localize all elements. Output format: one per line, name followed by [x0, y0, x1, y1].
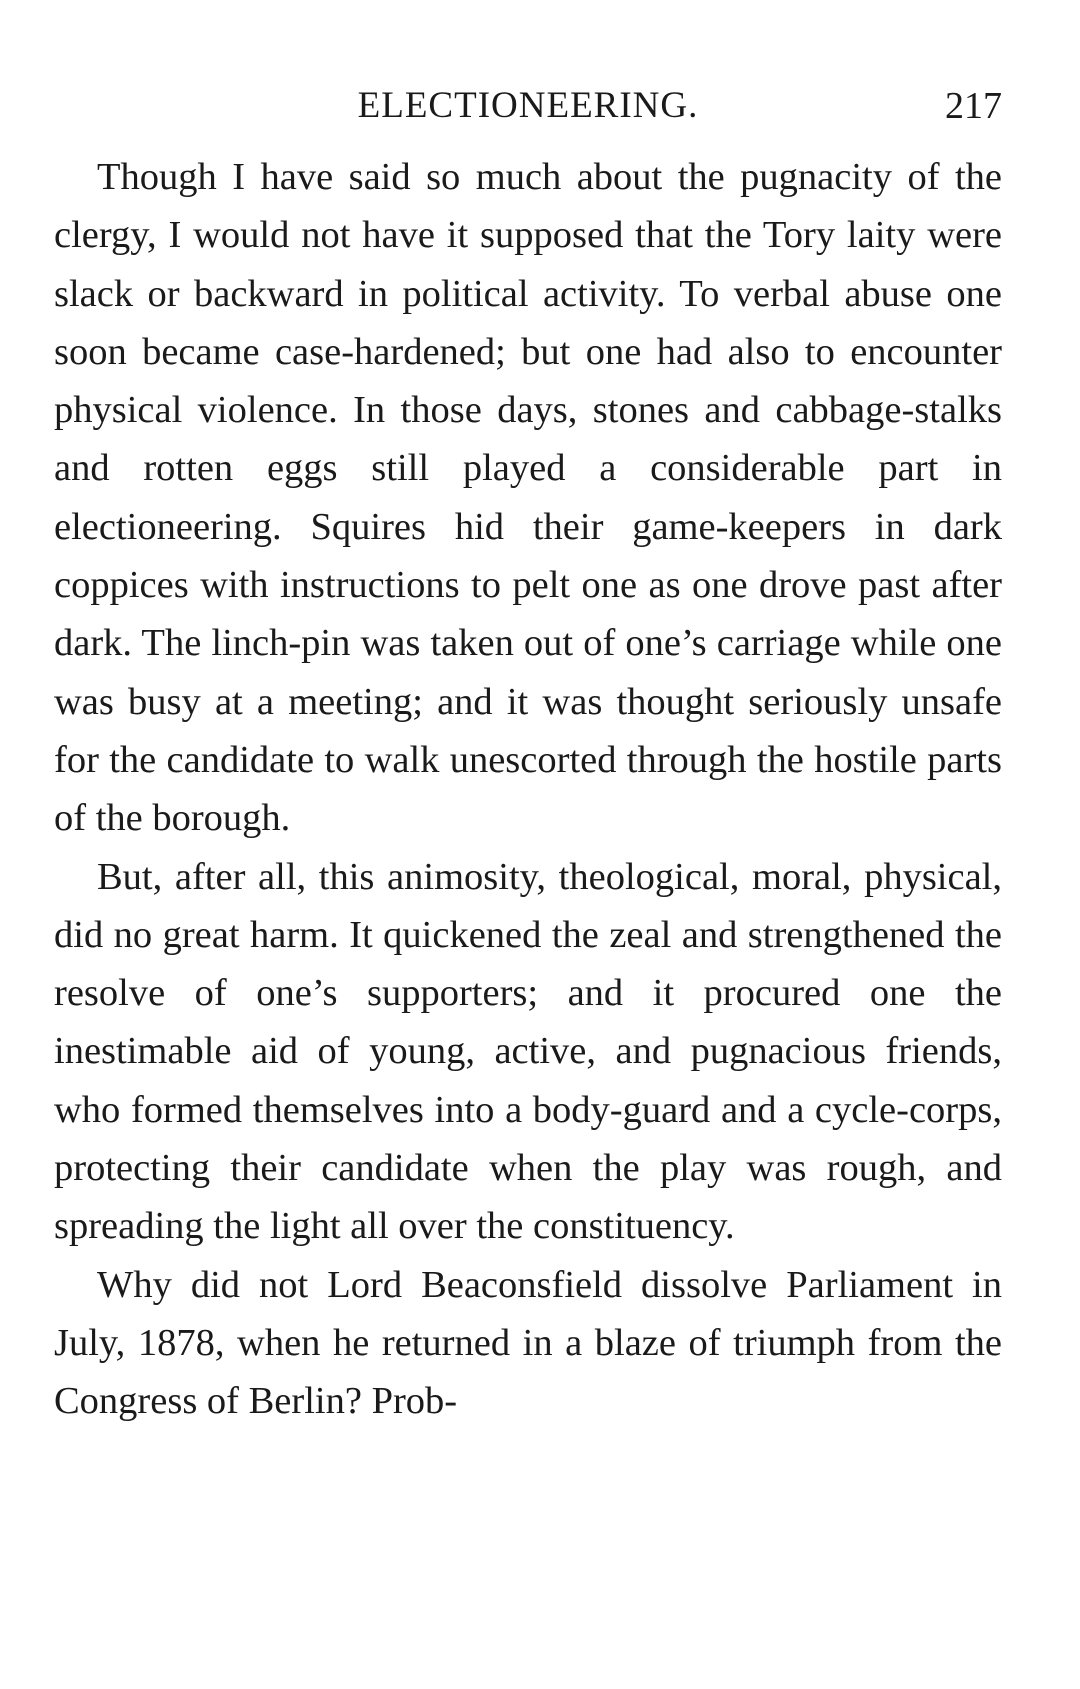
page-header: [54, 78, 1002, 134]
body-text: [54, 148, 1002, 1431]
running-title: ELECTIONEERING.: [357, 85, 699, 126]
paragraph-2: But, after all, this animosity, theological, moral, physical, did no great harm. It quickened the zeal and strengthened the resolve of one’s supporters; and it procured one the inestimable aid of young, active, and pugnacious friends, who formed themselves into a body-guard and a cycle-corps, protecting their candidate when the play was rough, and spreading the light all over the constituency.: [54, 855, 1002, 1248]
paragraph-1: Though I have said so much about the pugnacity of the clergy, I would not have it supposed that the Tory laity were slack or backward in political activity. To verbal abuse one soon became case-hardened; but one had also to encounter physical violence. In those days, stones and cabbage-stalks and rotten eggs still played a considerable part in electioneering. Squires hid their game-keepers in dark coppices with instructions to pelt one as one drove past after dark. The linch-pin was taken out of one’s carriage while one was busy at a meeting; and it was thought seriously unsafe for the candidate to walk unescorted through the hostile parts of the borough.: [54, 156, 1002, 840]
paragraph-3: Why did not Lord Beaconsfield dissolve Parliament in July, 1878, when he returned in a blaze of triumph from the Congress of Berlin? Prob-: [54, 1263, 1002, 1423]
page-number: 217: [945, 85, 1002, 127]
